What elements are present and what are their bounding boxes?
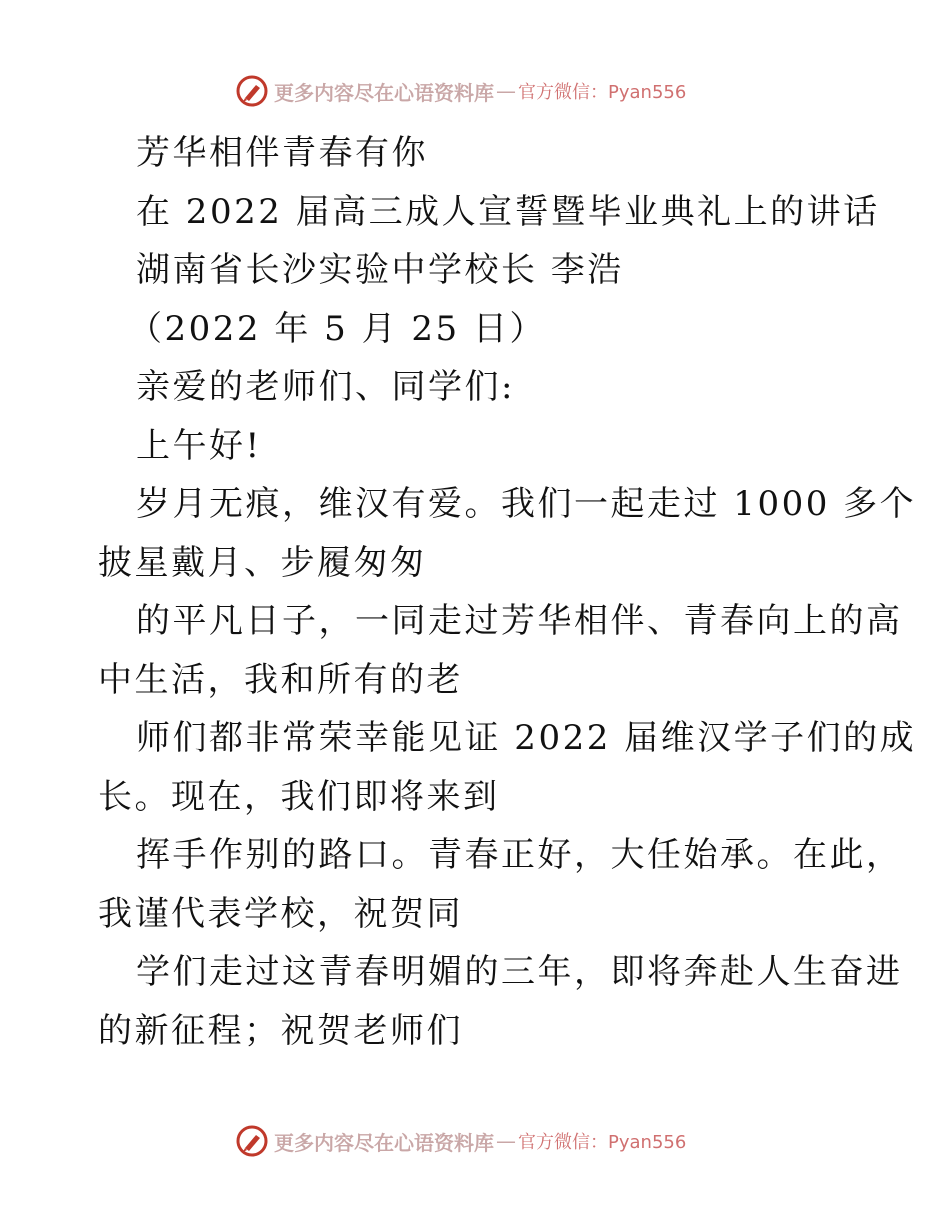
watermark-wechat: 官方微信：Pyan556 <box>518 1132 687 1153</box>
document-body <box>98 124 917 1060</box>
watermark-separator: — <box>496 1129 516 1153</box>
paragraph-line: 师们都非常荣幸能见证 2022 届维汉学子们的成 <box>136 718 917 758</box>
paragraph-line: 的新征程；祝贺老师们 <box>98 1010 463 1051</box>
paragraph-line: 披星戴月、步履匆匆 <box>98 542 427 583</box>
header-watermark <box>236 74 686 108</box>
paragraph-line: 长。现在，我们即将来到 <box>98 776 500 817</box>
paragraph-line: 岁月无痕，维汉有爱。我们一起走过 1000 多个 <box>136 484 917 524</box>
document-title: 芳华相伴青春有你 <box>136 133 428 173</box>
greeting: 上午好! <box>136 425 262 466</box>
pen-nib-logo-icon <box>236 1125 268 1157</box>
watermark-text: 更多内容尽在心语资料库 <box>274 1130 494 1155</box>
pen-nib-logo-icon <box>236 75 268 107</box>
salutation: 亲爱的老师们、同学们: <box>136 367 515 407</box>
document-date: （2022 年 5 月 25 日） <box>128 308 546 349</box>
watermark-text: 更多内容尽在心语资料库 <box>274 80 494 105</box>
watermark-wechat: 官方微信：Pyan556 <box>518 82 687 103</box>
paragraph-line: 我谨代表学校，祝贺同 <box>98 893 463 934</box>
paragraph-line: 学们走过这青春明媚的三年，即将奔赴人生奋进 <box>136 952 903 992</box>
paragraph-line: 挥手作别的路口。青春正好，大任始承。在此， <box>136 835 903 875</box>
document-subtitle: 在 2022 届高三成人宣誓暨毕业典礼上的讲话 <box>136 191 880 232</box>
footer-watermark <box>236 1124 686 1158</box>
watermark-separator: — <box>496 79 516 103</box>
paragraph-line: 中生活，我和所有的老 <box>98 659 463 700</box>
document-author: 湖南省长沙实验中学校长 李浩 <box>136 250 624 290</box>
paragraph-line: 的平凡日子，一同走过芳华相伴、青春向上的高 <box>136 601 903 641</box>
